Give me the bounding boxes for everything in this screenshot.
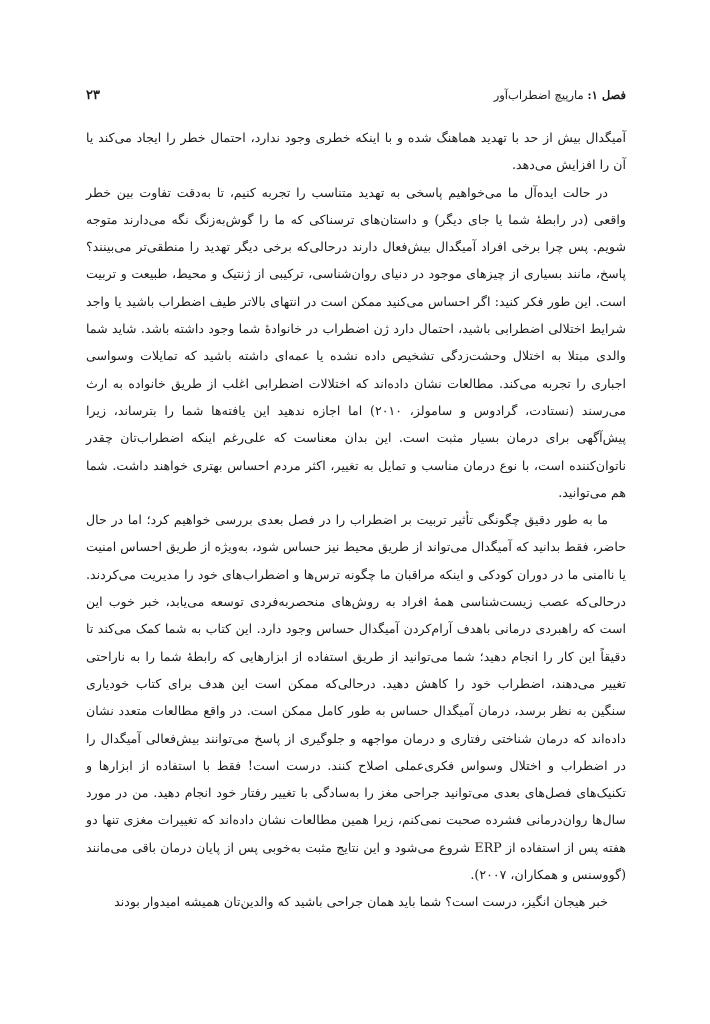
- running-header: [86, 88, 626, 112]
- paragraph: آمیگدال بیش از حد با تهدید هماهنگ شده و با اینکه خطری وجود ندارد، احتمال خطر را ایجاد می‌کند یا آن را افزایش می‌دهد.: [86, 130, 626, 173]
- chapter-label: فصل ۱:: [587, 88, 626, 102]
- book-page: [86, 88, 626, 916]
- paragraph: خبر هیجان انگیز، درست است؟ شما باید همان جراحی باشید که والدین‌تان همیشه امیدوار بودند: [114, 894, 608, 910]
- paragraph: در حالت ایده‌آل ما می‌خواهیم پاسخی به تهدید متناسب را تجربه کنیم، تا به‌دقت تفاوت بین خطر واقعی (در رابطهٔ شما یا جای دیگر) و داستان‌های ترسناکی که ما را گوش‌به‌زنگ نگه می‌دارند متوجه شویم. پس چرا برخی افراد آمیگدال بیش‌فعال دارند درحالی‌که برخی دیگر تهدید را منطقی‌تر می‌بینند؟ پاسخ، مانند بسیاری از چیزهای موجود در دنیای روان‌شناسی، ترکیبی از ژنتیک و محیط، طبیعت و تربیت است. این طور فکر کنید: اگر احساس می‌کنید ممکن است در انتهای بالاتر طیف اضطراب باشید یا واجد شرایط اختلالی اضطرابی باشید، احتمال دارد ژن اضطراب در خانوادهٔ شما وجود داشته باشد. شاید شما والدی مبتلا به اختلال وحشت‌زدگی تشخیص داده نشده یا عمه‌ای داشته باشید که تمایلات وسواسی اجباری را تجربه می‌کند. مطالعات نشان داده‌اند که اختلالات اضطرابی اغلب از طریق خانواده به ارث می‌رسند (نستادت، گرادوس و سامولز، ۲۰۱۰) اما اجازه ندهید این یافته‌ها شما را بترساند، زیرا پیش‌آگهی برای درمان بسیار مثبت است. این بدان معناست که علی‌رغم اینکه اضطراب‌تان چقدر ناتوان‌کننده است، با نوع درمان مناسب و تمایل به تغییر، اکثر مردم احساس بهتری خواهند داشت. شما هم می‌توانید.: [86, 184, 627, 500]
- chapter-title: مارپیچ اضطراب‌آور: [493, 88, 584, 102]
- paragraph: ما به طور دقیق چگونگی تأثیر تربیت بر اضطراب را در فصل بعدی بررسی خواهیم کرد؛ اما در حال حاضر، فقط بدانید که آمیگدال می‌تواند از طریق محیط نیز حساس شود، به‌ویژه از طریق احساس امنیت یا ناامنی ما در دوران کودکی و اینکه مراقبان ما چگونه ترس‌ها و اضطراب‌های خود را مدیریت می‌کردند. درحالی‌که عصب زیست‌شناسی همهٔ افراد به روش‌های منحصربه‌فردی توسعه می‌یابد، خبر خوب این است که راهبردی درمانی باهدف آرام‌کردن آمیگدال حساس وجود دارد. این کتاب به شما کمک می‌کند تا دقیقاً این کار را انجام دهید؛ شما می‌توانید از طریق استفاده از ابزارهایی که رابطهٔ شما را به ناراحتی تغییر می‌دهند، اضطراب خود را کاهش دهید. درحالی‌که ممکن است این هدف برای کتاب خودیاری سنگین به نظر برسد، درمان آمیگدال حساس به طور کامل ممکن است. در واقع مطالعات متعدد نشان داده‌اند که درمان شناختی رفتاری و درمان مواجهه و جلوگیری از پاسخ می‌توانند بیش‌فعالی آمیگدال را در اضطراب و اختلال وسواس فکری‌عملی اصلاح کنند. درست است! فقط با استفاده از ابزارها و تکنیک‌های فصل‌های بعدی می‌توانید جراحی مغز را به‌سادگی با تغییر رفتار خود انجام دهید. من در مورد سال‌ها روان‌درمانی فشرده صحبت نمی‌کنم، زیرا همین مطالعات نشان داده‌اند که تغییرات مغزی تنها دو هفته پس از استفاده از ERP شروع می‌شود و این نتایج مثبت به‌خوبی پس از پایان درمان باقی می‌مانند (گووسنس و همکاران، ۲۰۰۷).: [86, 512, 626, 883]
- chapter-heading: [494, 88, 626, 102]
- body-text: [86, 124, 626, 916]
- page-number: ۲۳: [86, 88, 100, 103]
